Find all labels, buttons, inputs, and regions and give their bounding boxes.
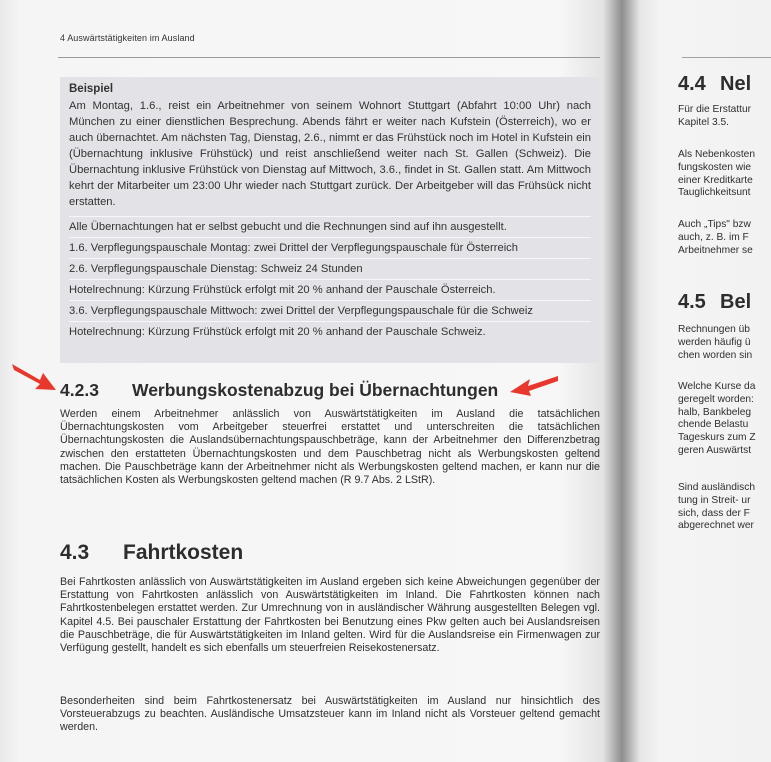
text-line: chende Belastu	[678, 419, 749, 431]
section-number: 4.4	[678, 73, 706, 95]
text-line: Tageskurs zum Z	[678, 432, 756, 444]
text-line: einer Kreditkarte	[678, 174, 753, 186]
example-title: Beispiel	[69, 83, 114, 95]
text-line: Auch „Tips" bzw	[678, 219, 751, 230]
example-line: 1.6. Verpflegungspauschale Montag: zwei Drittel der Verpflegungspauschale für Österreich	[69, 237, 591, 258]
section-title: Nel	[720, 73, 752, 95]
section-4-4-text-2	[678, 149, 771, 200]
right-page	[660, 0, 771, 762]
section-number: 4.5	[678, 291, 706, 313]
section-heading-4-3	[60, 541, 243, 565]
header-rule	[682, 57, 771, 58]
text-line: Kapitel 3.5.	[678, 116, 729, 128]
example-line: Hotelrechnung: Kürzung Frühstück erfolgt mit 20 % anhand der Pauschale Schweiz.	[69, 321, 591, 342]
red-arrow-icon	[10, 358, 58, 394]
text-line: Für die Erstattur	[678, 104, 752, 115]
section-4-5-text-1	[678, 324, 771, 362]
section-number: 4.3	[60, 541, 90, 564]
text-line: Arbeitnehmer se	[678, 244, 753, 256]
red-arrow-icon	[508, 370, 560, 398]
text-line: Tauglichkeitsunt	[678, 187, 751, 199]
text-line: Rechnungen üb	[678, 324, 750, 335]
section-heading-4-2-3	[60, 380, 498, 401]
section-title: Fahrtkosten	[123, 541, 244, 564]
example-box	[60, 77, 600, 363]
header-rule	[58, 57, 600, 58]
running-head: 4 Auswärtstätigkeiten im Ausland	[60, 33, 195, 43]
text-line: halb, Bankbeleg	[678, 406, 752, 418]
example-line: 2.6. Verpflegungspauschale Dienstag: Schweiz 24 Stunden	[69, 258, 591, 279]
text-line: sich, dass der F	[678, 507, 750, 519]
text-line: Welche Kurse da	[678, 381, 756, 392]
text-line: fungskosten wie	[678, 161, 752, 173]
text-line: geregelt worden:	[678, 393, 754, 405]
example-line: Hotelrechnung: Kürzung Frühstück erfolgt mit 20 % anhand der Pauschale Österreich.	[69, 279, 591, 300]
section-4-3-text-2: Besonderheiten sind beim Fahrtkostenersatz bei Auswärtstätigkeiten im Ausland nur hinsichtlich des Vorsteuerabzugs zu beachten. Ausländische Umsatzsteuer kann im Inland nicht als Vorsteuer geltend gemacht werden.	[60, 695, 600, 734]
text-line: Sind ausländisch	[678, 482, 756, 493]
text-line: geren Auswärtst	[678, 444, 752, 456]
example-line: 3.6. Verpflegungspauschale Mittwoch: zwei Drittel der Verpflegungspauschale für die Schweiz	[69, 300, 591, 321]
text-line: tung in Streit- ur	[678, 494, 751, 506]
section-4-4-text-3	[678, 219, 771, 257]
section-title: Werbungskostenabzug bei Übernachtungen	[132, 380, 499, 400]
text-line: chen worden sin	[678, 349, 753, 361]
text-line: werden häufig ü	[678, 336, 751, 348]
example-paragraph: Am Montag, 1.6., reist ein Arbeitnehmer von seinem Wohnort Stuttgart (Abfahrt 10:00 Uhr) nach München zu einer dienstlichen Besprechung. Abends fährt er weiter nach Kufstein (Österreich), wo er auch übernachtet. Am nächsten Tag, Dienstag, 2.6., nimmt er das Frühstück noch im Hotel in Kufstein ein (Übernachtung inklusive Frühstück) und reist anschließend weiter nach St. Gallen (Schweiz). Die Übernachtung inklusive Frühstück von Dienstag auf Mittwoch, 3.6., findet in St. Gallen statt. Am Mittwoch kehrt der Mitarbeiter um 23:00 Uhr wieder nach Stuttgart zurück. Der Arbeitgeber will das Frühsück nicht erstatten.	[69, 100, 591, 208]
section-4-2-3-text: Werden einem Arbeitnehmer anlässlich von Auswärtstätigkeiten im Ausland die tatsächlichen Übernachtungskosten vom Arbeitgeber steuerfrei erstattet und unterschreiten die tatsächlichen Übernachtungskosten die Auslandsübernachtungspauschbeträge, kann der Arbeitnehmer den Differenzbetrag zwischen den erstatteten Übernachtungskosten und dem Pauschbetrag nicht als Werbungskosten geltend machen. Die Pauschbeträge kann der Arbeitnehmer nicht als Werbungskosten geltend machen, er kann nur die tatsächlichen Kosten als Werbungskosten geltend machen (R 9.7 Abs. 2 LStR).	[60, 408, 600, 487]
section-heading-4-5	[678, 291, 751, 314]
section-4-5-text-2	[678, 381, 771, 458]
text-line: auch, z. B. im F	[678, 231, 749, 243]
section-4-5-text-3	[678, 482, 771, 533]
section-4-4-text-1	[678, 104, 771, 130]
section-4-3-text-1: Bei Fahrtkosten anlässlich von Auswärtstätigkeiten im Ausland ergeben sich keine Abweichungen gegenüber der Erstattung von Fahrtkosten anlässlich von Auswärtstätigkeiten im Inland. Die Fahrtkosten können nach Fahrtkostenbelegen erstattet werden. Zur Umrechnung von in ausländischer Währung ausgestellten Belegen vgl. Kapitel 4.5. Bei pauschaler Erstattung der Fahrtkosten bei Benutzung eines Pkw gelten auch bei Auslandsreisen die Pauschbeträge, die für Auswärtstätigkeiten im Inland gelten. Wird für die Auslandsreise ein Firmenwagen zur Verfügung gestellt, handelt es sich ebenfalls um steuerfreien Reisekostenersatz.	[60, 576, 600, 655]
example-line: Alle Übernachtungen hat er selbst gebucht und die Rechnungen sind auf ihn ausgestellt.	[69, 216, 591, 237]
section-heading-4-4	[678, 73, 751, 96]
section-title: Bel	[720, 291, 752, 313]
text-line: abgerechnet wer	[678, 520, 754, 532]
section-number: 4.2.3	[60, 380, 99, 400]
text-line: Als Nebenkosten	[678, 149, 756, 160]
